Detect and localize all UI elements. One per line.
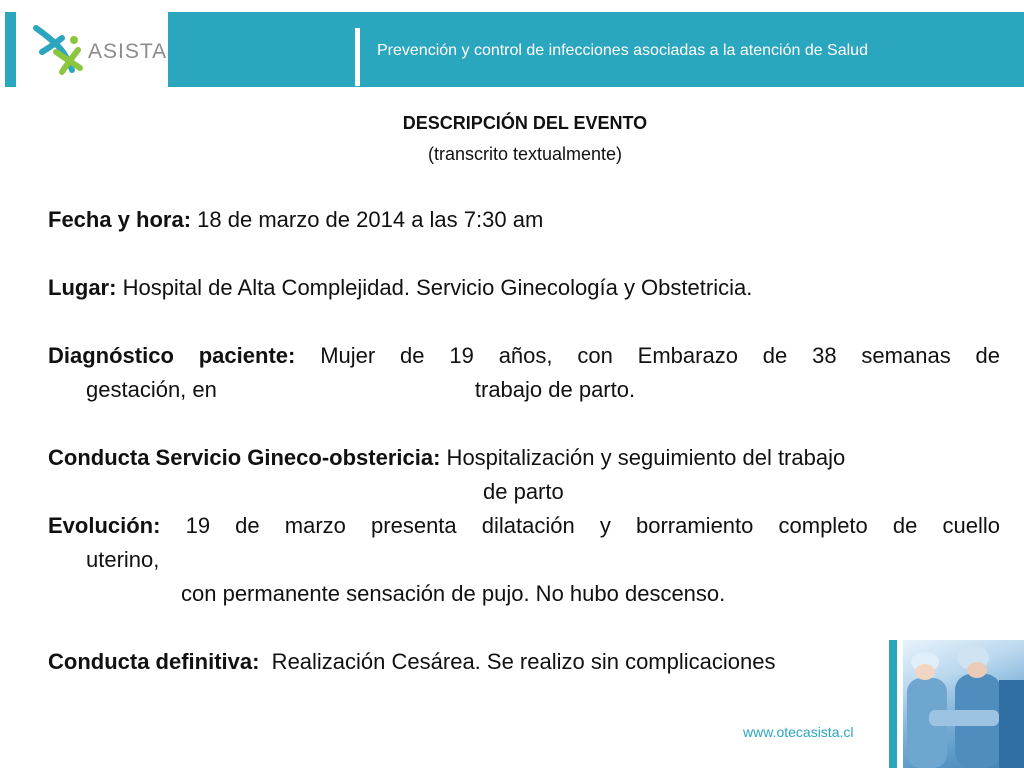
field-diagnostico-text2b: trabajo de parto. xyxy=(474,377,636,402)
field-diagnostico-label: Diagnóstico paciente: xyxy=(48,343,296,368)
field-conducta-servicio-label: Conducta Servicio Gineco-obstericia: xyxy=(48,445,441,470)
field-diagnostico-text2a: gestación, en xyxy=(86,377,217,402)
event-subtitle: (transcrito textualmente) xyxy=(427,144,623,164)
event-title: DESCRIPCIÓN DEL EVENTO xyxy=(402,113,648,133)
field-conducta-definitiva xyxy=(48,645,1000,679)
field-evolucion xyxy=(48,509,1000,611)
field-fecha-value: 18 de marzo de 2014 a las 7:30 am xyxy=(191,207,544,232)
header-subtitle: Prevención y control de infecciones asociadas a la atención de Salud xyxy=(377,42,868,59)
field-diagnostico-text1: Mujer de 19 años, con Embarazo de 38 semanas de xyxy=(295,343,1001,368)
field-fecha xyxy=(48,203,1000,237)
photo-accent-bar xyxy=(889,640,897,768)
field-diagnostico xyxy=(48,339,1000,407)
website-link[interactable]: www.otecasista.cl xyxy=(743,724,854,740)
logo-wordmark: ASISTA xyxy=(88,40,168,63)
field-evolucion-text1: 19 de marzo presenta dilatación y borramiento completo de cuello xyxy=(160,513,1000,538)
field-evolucion-line2: uterino, xyxy=(86,547,160,572)
surgery-photo xyxy=(903,640,1024,768)
field-evolucion-line3: con permanente sensación de pujo. No hubo descenso. xyxy=(181,581,726,606)
field-conducta-servicio-line2: de parto xyxy=(483,479,564,504)
field-conducta-servicio xyxy=(48,441,1000,509)
field-conducta-definitiva-label: Conducta definitiva: xyxy=(48,649,260,674)
field-conducta-servicio-line1 xyxy=(48,441,1000,475)
field-lugar xyxy=(48,271,1000,305)
field-lugar-value: Hospital de Alta Complejidad. Servicio Ginecología y Obstetricia. xyxy=(116,275,753,300)
field-evolucion-label: Evolución: xyxy=(48,513,161,538)
field-conducta-definitiva-value: Realización Cesárea. Se realizo sin complicaciones xyxy=(259,649,776,674)
field-fecha-label: Fecha y hora: xyxy=(48,207,192,232)
field-evolucion-line1 xyxy=(48,509,1000,543)
surgeons-illustration-icon xyxy=(903,640,1024,768)
field-conducta-servicio-text1: Hospitalización y seguimiento del trabajo xyxy=(440,445,846,470)
field-lugar-label: Lugar: xyxy=(48,275,117,300)
field-diagnostico-line2 xyxy=(48,373,1000,407)
field-diagnostico-line1 xyxy=(48,339,1000,373)
